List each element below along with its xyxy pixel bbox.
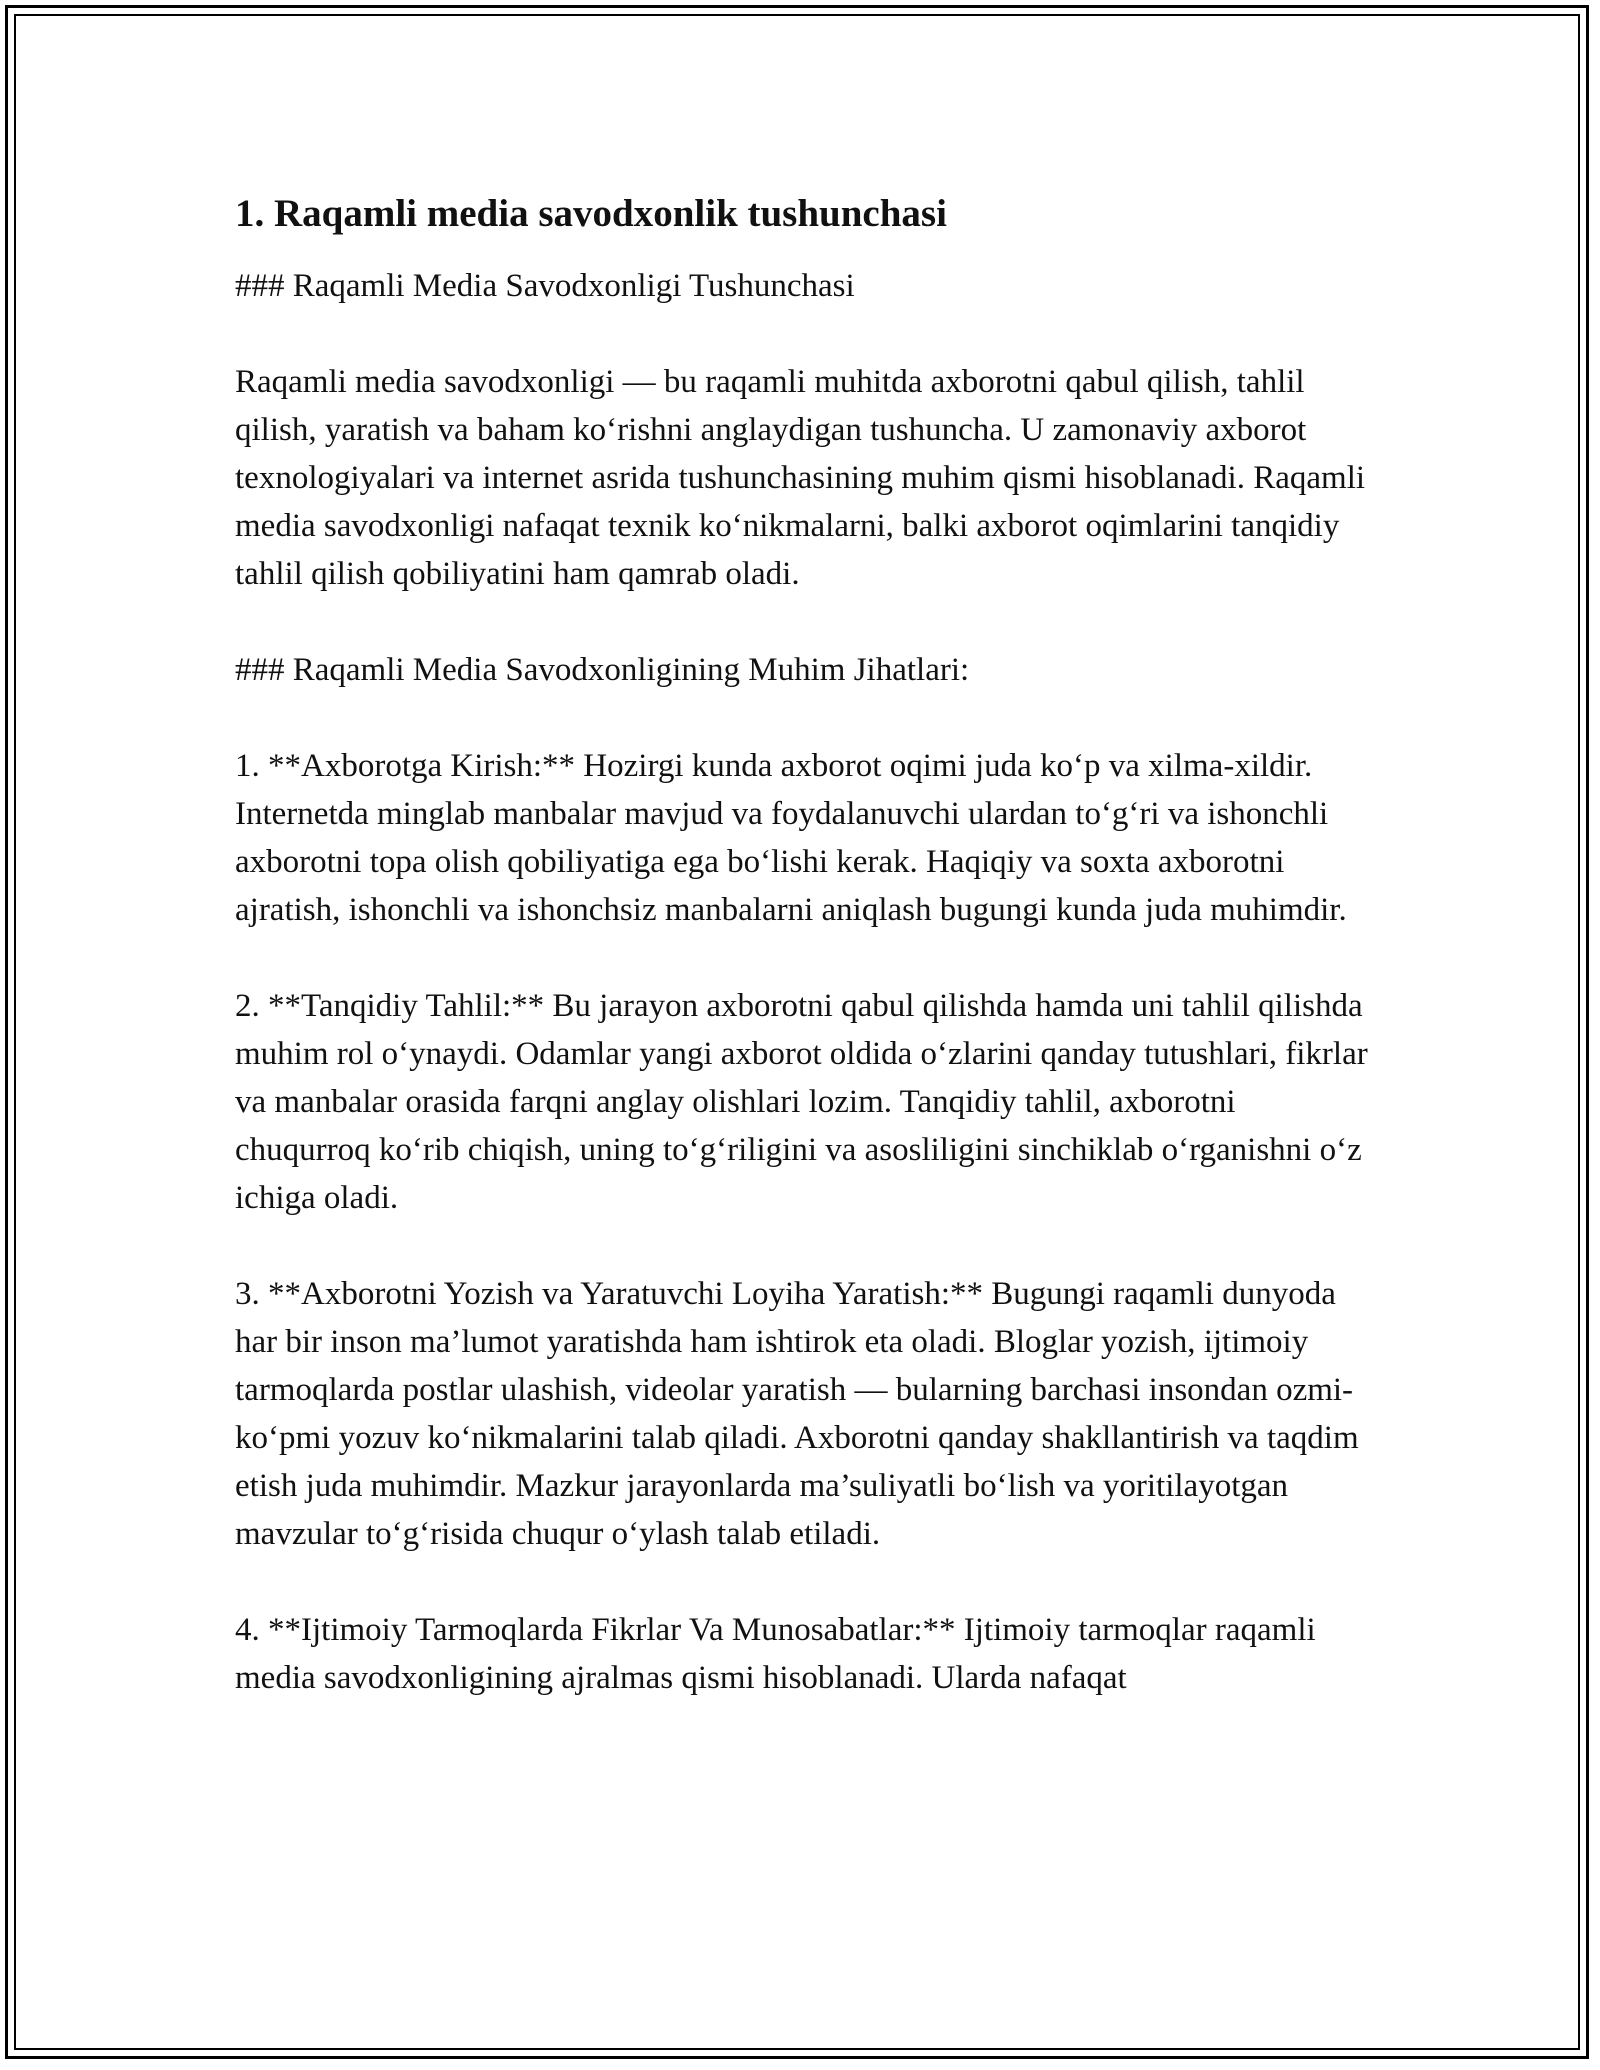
list-item-access: 1. **Axborotga Kirish:** Hozirgi kunda axborot oqimi juda ko‘p va xilma-xildir. Internetda minglab manbalar mavjud va foydalanuvchi ulardan to‘g‘ri va ishonchli axborotni topa olish qobiliyatiga ega bo‘lishi kerak. Haqiqiy va soxta axborotni ajratish, ishonchli va ishonchsiz manbalarni aniqlash bugungi kunda juda muhimdir. — [235, 748, 1347, 928]
list-item-critical-analysis: 2. **Tanqidiy Tahlil:** Bu jarayon axborotni qabul qilishda hamda uni tahlil qilishda muhim rol o‘ynaydi. Odamlar yangi axborot oldida o‘zlarini qanday tutushlari, fikrlar va manbalar orasida farqni anglay olishlari lozim. Tanqidiy tahlil, axborotni chuqurroq ko‘rib chiqish, uning to‘g‘riligini va asosliligini sinchiklab o‘rganishni o‘z ichiga oladi. — [235, 988, 1368, 1216]
document-title: 1. Raqamli media savodxonlik tushunchasi — [235, 192, 947, 235]
document-body — [235, 190, 1375, 1750]
list-item-social-networks: 4. **Ijtimoiy Tarmoqlarda Fikrlar Va Munosabatlar:** Ijtimoiy tarmoqlar raqamli media savodxonligining ajralmas qismi hisoblanadi. Ularda nafaqat — [235, 1612, 1316, 1696]
subheading-concept: ### Raqamli Media Savodxonligi Tushunchasi — [235, 268, 855, 304]
subheading-aspects: ### Raqamli Media Savodxonligining Muhim Jihatlari: — [235, 652, 970, 688]
list-item-content-creation: 3. **Axborotni Yozish va Yaratuvchi Loyiha Yaratish:** Bugungi raqamli dunyoda har bir inson ma’lumot yaratishda ham ishtirok eta oladi. Bloglar yozish, ijtimoiy tarmoqlarda postlar ulashish, videolar yaratish — bularning barchasi insondan ozmi-ko‘pmi yozuv ko‘nikmalarini talab qiladi. Axborotni qanday shakllantirish va taqdim etish juda muhimdir. Mazkur jarayonlarda ma’suliyatli bo‘lish va yoritilayotgan mavzular to‘g‘risida chuqur o‘ylash talab etiladi. — [235, 1276, 1359, 1552]
intro-paragraph: Raqamli media savodxonligi — bu raqamli muhitda axborotni qabul qilish, tahlil qilish, yaratish va baham ko‘rishni anglaydigan tushuncha. U zamonaviy axborot texnologiyalari va internet asrida tushunchasining muhim qismi hisoblanadi. Raqamli media savodxonligi nafaqat texnik ko‘nikmalarni, balki axborot oqimlarini tanqidiy tahlil qilish qobiliyatini ham qamrab oladi. — [235, 364, 1366, 592]
